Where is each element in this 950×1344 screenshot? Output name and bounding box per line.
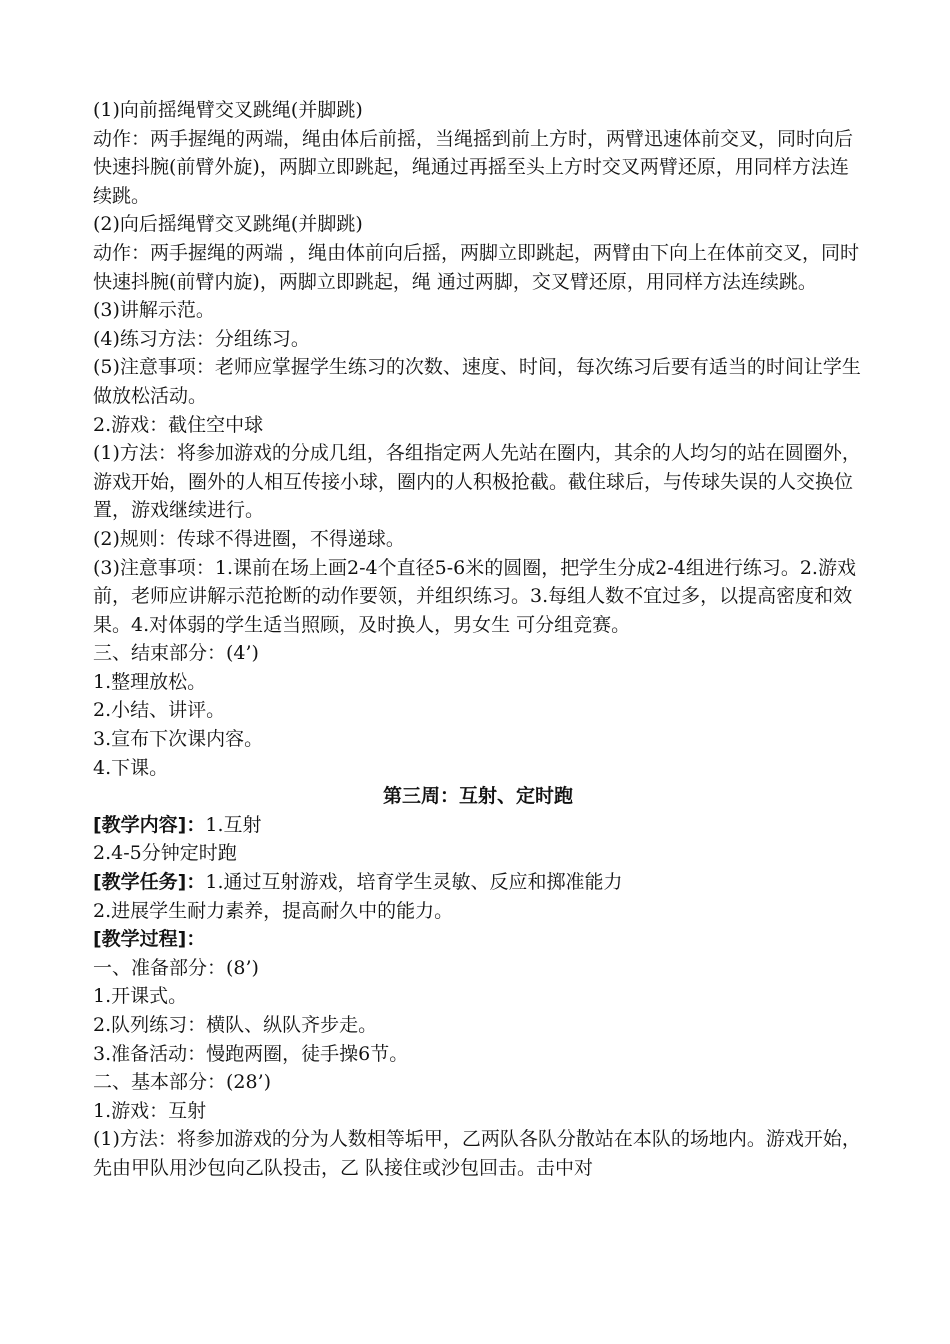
paragraph: 二、基本部分：(28’) xyxy=(93,1071,272,1094)
paragraph: 2.游戏：截住空中球 xyxy=(93,413,264,436)
paragraph: 2.队列练习：横队、纵队齐步走。 xyxy=(93,1014,378,1036)
teaching-content-label: [教学内容]： xyxy=(93,813,206,836)
paragraph: 三、结束部分：(4’) xyxy=(93,642,259,665)
teaching-content-item: 1.互射 xyxy=(205,813,262,836)
paragraph: 1.开课式。 xyxy=(93,985,188,1008)
week-title: 第三周：互射、定时跑 xyxy=(382,785,573,808)
paragraph: (1)向前摇绳臂交叉跳绳(并脚跳) xyxy=(93,99,363,121)
paragraph: (2)向后摇绳臂交叉跳绳(并脚跳) xyxy=(93,213,363,236)
paragraph: 1.游戏：互射 xyxy=(93,1099,207,1122)
teaching-task-label: [教学任务]： xyxy=(93,871,206,894)
paragraph: 3.准备活动：慢跑两圈，徒手操6节。 xyxy=(93,1042,409,1065)
paragraph: (1)方法：将参加游戏的分成几组，各组指定两人先站在圈内，其余的人均匀的站在圆圈外，游戏开始，圈外的人相互传接小球，圈内的人积极抢截。截住球后，与传球失误的人交换位置，游戏继续进行。 xyxy=(93,442,861,522)
paragraph: 3.宣布下次课内容。 xyxy=(93,728,264,751)
paragraph: (2)规则：传球不得进圈，不得递球。 xyxy=(93,527,405,550)
teaching-content-line xyxy=(93,811,863,840)
document-body xyxy=(93,96,863,1183)
paragraph: (3)注意事项：1.课前在场上画2-4个直径5-6米的圆圈，把学生分成2-4组进行练习。2.游戏前，老师应讲解示范抢断的动作要领，并组织练习。3.每组人数不宜过多，以提高密度和效果。4.对体弱的学生适当照顾，及时换人，男女生 可分组竞赛。 xyxy=(93,556,856,636)
paragraph: 4.下课。 xyxy=(93,756,169,779)
teaching-task-line xyxy=(93,868,863,897)
paragraph: (1)方法：将参加游戏的分为人数相等垢甲，乙两队各队分散站在本队的场地内。游戏开始，先由甲队用沙包向乙队投击，乙 队接住或沙包回击。击中对 xyxy=(93,1128,861,1179)
teaching-task-item: 2.进展学生耐力素养，提高耐久中的能力。 xyxy=(93,899,454,922)
paragraph: 动作：两手握绳的两端 ，绳由体前向后摇，两脚立即跳起，两臂由下向上在体前交叉，同时快速抖腕(前臂内旋)，两脚立即跳起，绳 通过两脚，交叉臂还原，用同样方法连续跳。 xyxy=(93,241,860,293)
paragraph: (5)注意事项：老师应掌握学生练习的次数、速度、时间，每次练习后要有适当的时间让学生做放松活动。 xyxy=(93,356,861,407)
paragraph: (4)练习方法：分组练习。 xyxy=(93,327,310,350)
paragraph: 一、准备部分：(8’) xyxy=(93,956,259,979)
teaching-process-label: [教学过程]： xyxy=(93,928,206,951)
teaching-task-item: 1.通过互射游戏，培育学生灵敏、反应和掷准能力 xyxy=(205,871,623,894)
teaching-content-item: 2.4-5分钟定时跑 xyxy=(93,842,237,865)
paragraph: 2.小结、讲评。 xyxy=(93,699,226,722)
paragraph: 1.整理放松。 xyxy=(93,670,207,693)
paragraph: 动作：两手握绳的两端，绳由体后前摇，当绳摇到前上方时，两臂迅速体前交叉，同时向后快速抖腕(前臂外旋)，两脚立即跳起，绳通过再摇至头上方时交叉两臂还原，用同样方法连续跳。 xyxy=(93,127,854,207)
paragraph: (3)讲解示范。 xyxy=(93,299,215,322)
